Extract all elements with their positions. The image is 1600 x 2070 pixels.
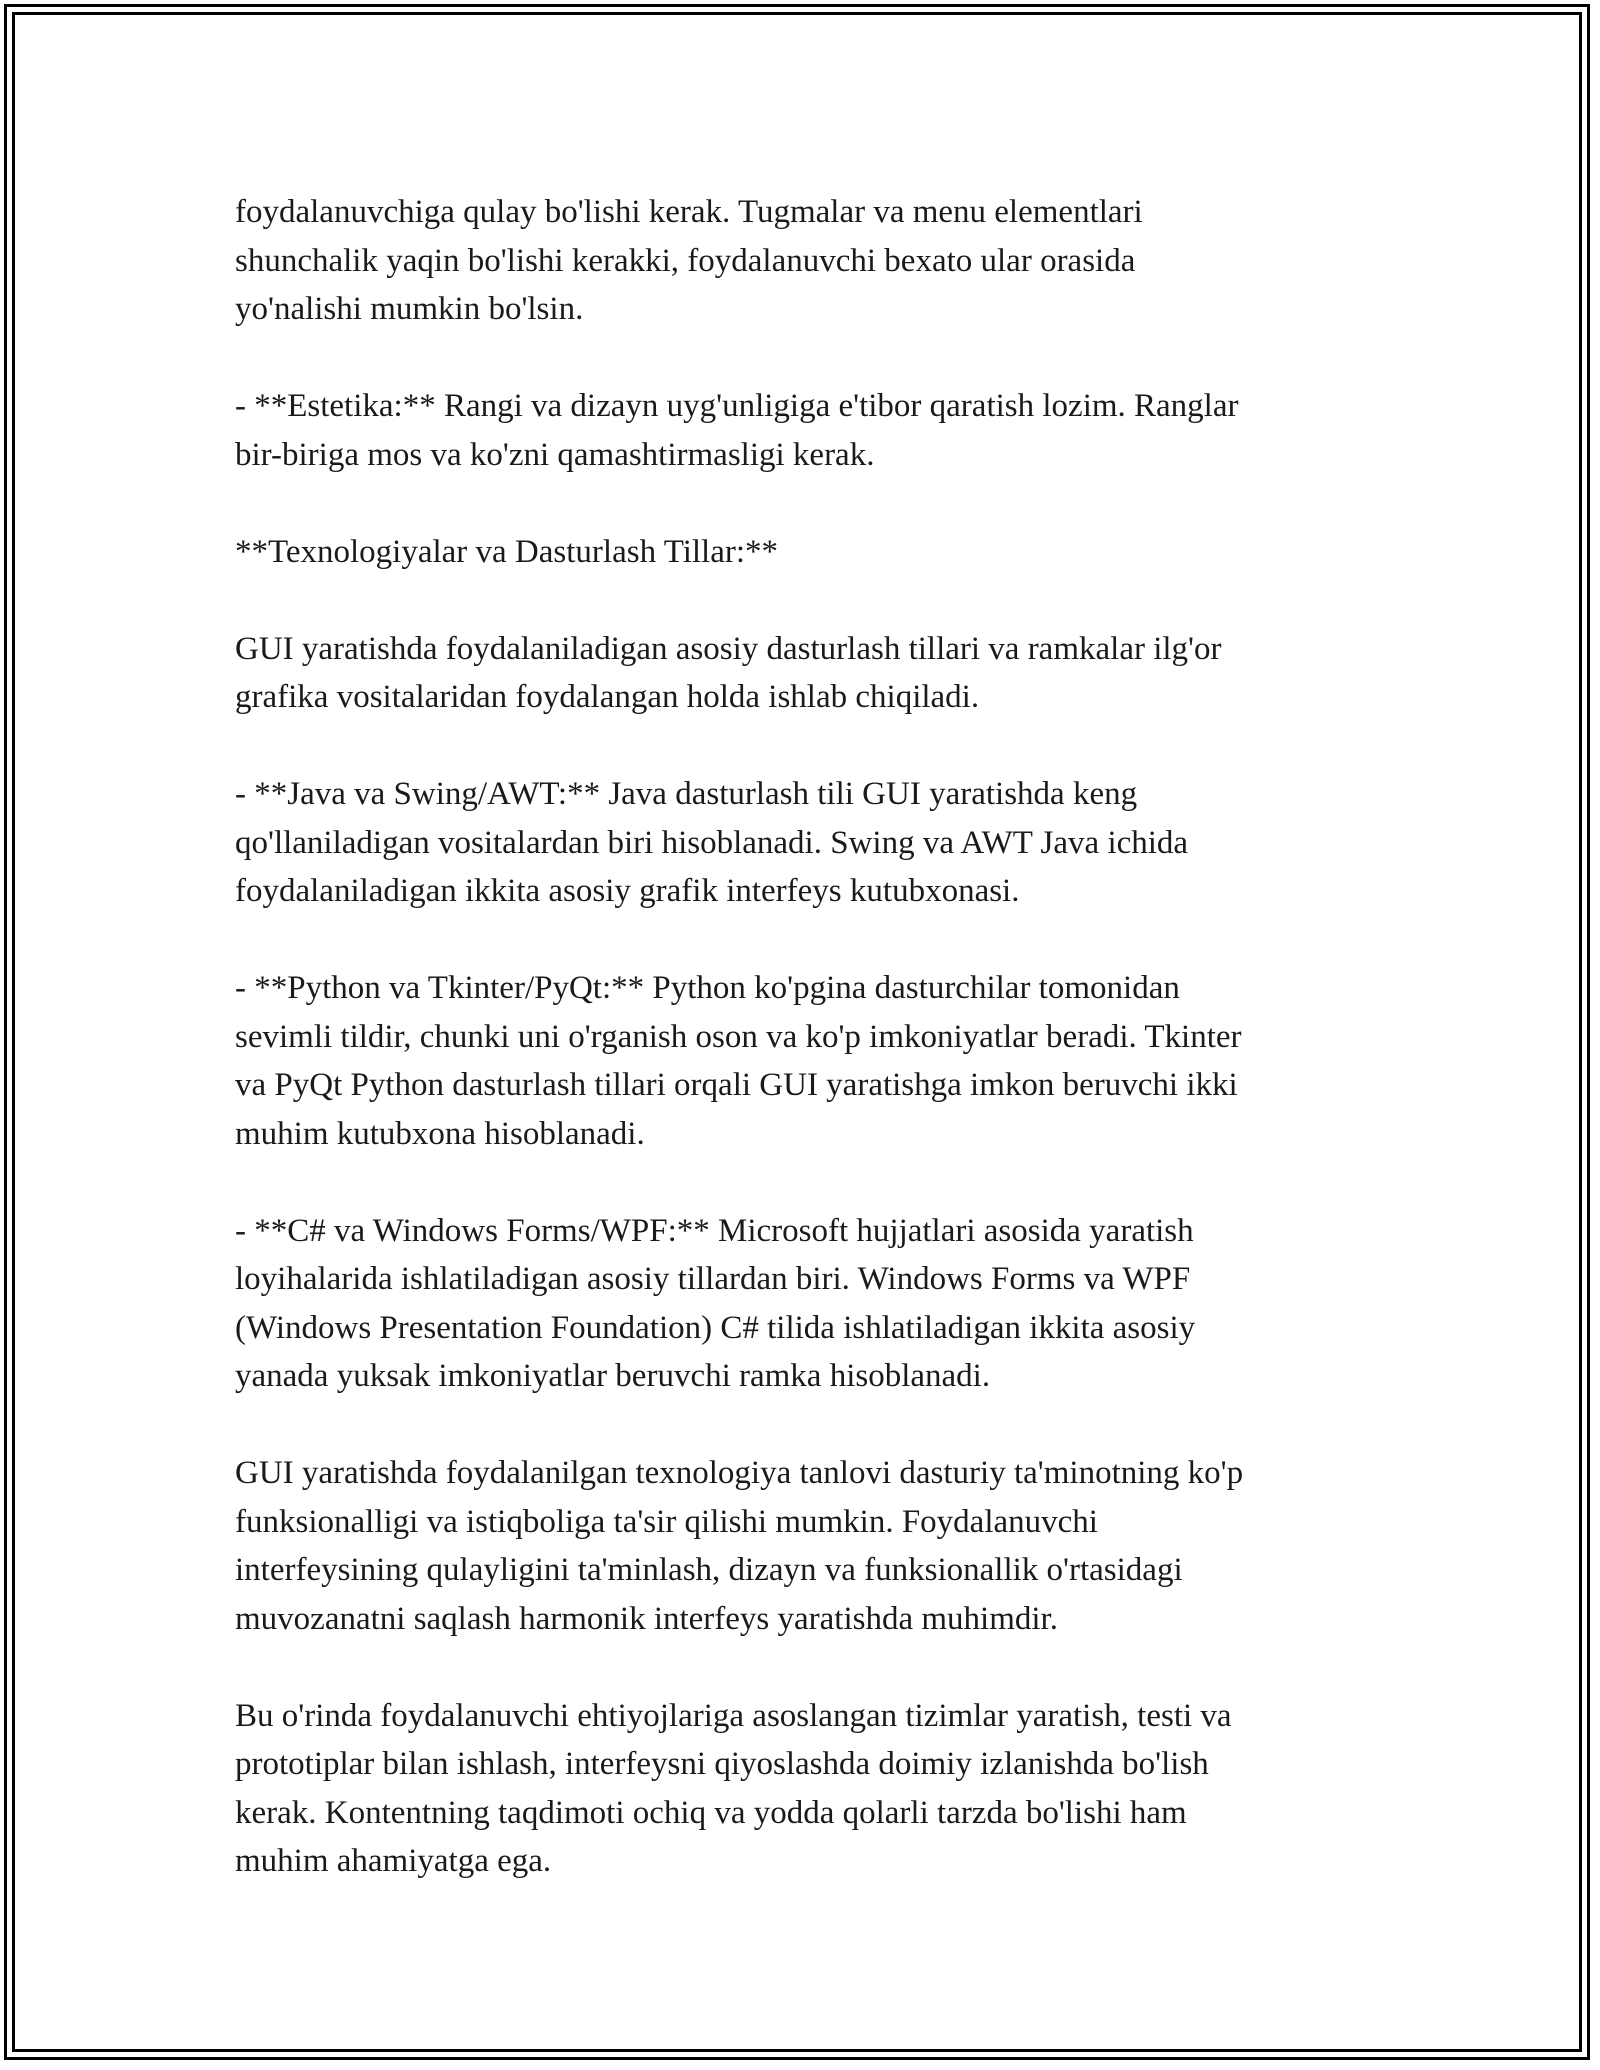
paragraph-technology-choice: GUI yaratishda foydalanilgan texnologiya tanlovi dasturiy ta'minotning ko'p funksionalligi va istiqboliga ta'sir qilishi mumkin. Foydalanuvchi interfeysining qulayligini ta'minlash, dizayn va funksionallik o'rtasidagi muvozanatni saqlash harmonik interfeys yaratishda muhimdir. (235, 1455, 1244, 1637)
section-heading-technologies: **Texnologiyalar va Dasturlash Tillar:** (235, 533, 779, 570)
paragraph-csharp-wpf: - **C# va Windows Forms/WPF:** Microsoft hujjatlari asosida yaratish loyihalarida ishlatiladigan asosiy tillardan biri. Windows Forms va WPF (Windows Presentation Foundation) C# tilida ishlatiladigan ikkita asosiy yanada yuksak imkoniyatlar beruvchi ramka hisoblanadi. (235, 1212, 1196, 1394)
paragraph-java-swing: - **Java va Swing/AWT:** Java dasturlash tili GUI yaratishda keng qo'llaniladigan vositalardan biri hisoblanadi. Swing va AWT Java ichida foydalaniladigan ikkita asosiy grafik interfeys kutubxonasi. (235, 776, 1189, 909)
document-body (235, 188, 1395, 1886)
paragraph-usability: foydalanuvchiga qulay bo'lishi kerak. Tugmalar va menu elementlari shunchalik yaqin bo'lishi kerakki, foydalanuvchi bexato ular orasida yo'nalishi mumkin bo'lsin. (235, 194, 1143, 327)
paragraph-aesthetics: - **Estetika:** Rangi va dizayn uyg'unligiga e'tibor qaratish lozim. Ranglar bir-biriga mos va ko'zni qamashtirmasligi kerak. (235, 388, 1239, 473)
paragraph-conclusion: Bu o'rinda foydalanuvchi ehtiyojlariga asoslangan tizimlar yaratish, testi va prototiplar bilan ishlash, interfeysni qiyoslashda doimiy izlanishda bo'lish kerak. Kontentning taqdimoti ochiq va yodda qolarli tarzda bo'lishi ham muhim ahamiyatga ega. (235, 1697, 1232, 1879)
paragraph-languages-intro: GUI yaratishda foydalaniladigan asosiy dasturlash tillari va ramkalar ilg'or grafika vositalaridan foydalangan holda ishlab chiqiladi. (235, 630, 1222, 715)
paragraph-python-tkinter: - **Python va Tkinter/PyQt:** Python ko'pgina dasturchilar tomonidan sevimli tildir, chunki uni o'rganish oson va ko'p imkoniyatlar beradi. Tkinter va PyQt Python dasturlash tillari orqali GUI yaratishga imkon beruvchi ikki muhim kutubxona hisoblanadi. (235, 970, 1242, 1152)
